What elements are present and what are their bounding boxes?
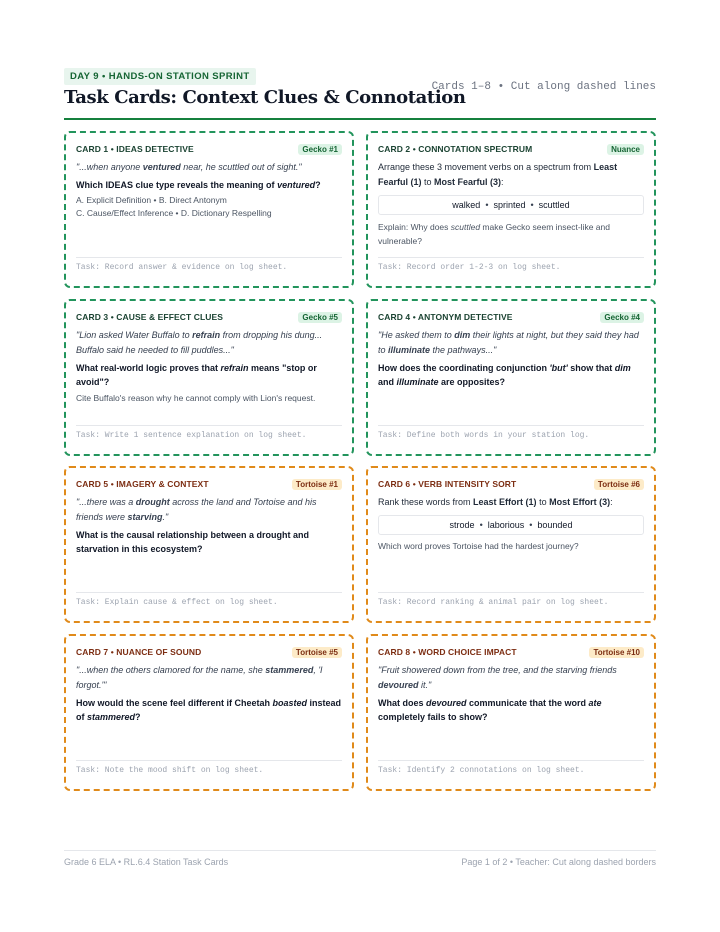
card-badge: Tortoise #1 — [292, 479, 342, 490]
task-card-1 — [64, 131, 354, 288]
word-bank: strode • laborious • bounded — [378, 515, 644, 535]
card-task: Task: Explain cause & effect on log sheet. — [76, 592, 342, 607]
card-question: How would the scene feel different if Cheetah boasted instead of stammered? — [76, 698, 342, 722]
card-label: CARD 8 • WORD CHOICE IMPACT — [378, 647, 517, 657]
card-label: CARD 6 • VERB INTENSITY SORT — [378, 479, 517, 489]
card-question: What real-world logic proves that refrain means "stop or avoid"? — [76, 363, 317, 387]
word-item: bounded — [537, 520, 573, 530]
card-question: Which IDEAS clue type reveals the meaning of ventured? — [76, 180, 321, 190]
card-question: How does the coordinating conjunction 'but' show that dim and illuminate are opposites? — [378, 363, 631, 387]
card-label: CARD 1 • IDEAS DETECTIVE — [76, 144, 194, 154]
card-badge: Nuance — [607, 144, 644, 155]
card-task: Task: Record ranking & animal pair on log sheet. — [378, 592, 644, 607]
card-badge: Gecko #4 — [600, 312, 644, 323]
header-divider — [64, 118, 656, 120]
footer-divider — [64, 850, 656, 851]
task-card-7 — [64, 634, 354, 791]
card-badge: Gecko #1 — [298, 144, 342, 155]
card-badge: Tortoise #6 — [594, 479, 644, 490]
option-line-1: A. Explicit Definition • B. Direct Antonym — [76, 195, 227, 205]
card-question: What does devoured communicate that the word ate completely fails to show? — [378, 698, 602, 722]
word-item: strode — [449, 520, 475, 530]
card-quote: "Lion asked Water Buffalo to refrain from dropping his dung... Buffalo said he needed to fill puddles..." — [76, 330, 323, 355]
card-quote: "Fruit showered down from the tree, and the starving friends devoured it." — [378, 665, 617, 690]
card-note: Cite Buffalo's reason why he cannot comply with Lion's request. — [76, 393, 316, 403]
card-task: Task: Record order 1-2-3 on log sheet. — [378, 257, 644, 272]
card-note: Which word proves Tortoise had the hardest journey? — [378, 541, 579, 551]
card-badge: Tortoise #10 — [589, 647, 644, 658]
task-card-4 — [366, 299, 656, 456]
cut-note: Cards 1–8 • Cut along dashed lines — [431, 81, 656, 93]
word-item: scuttled — [538, 200, 570, 210]
task-card-2 — [366, 131, 656, 288]
word-item: walked — [452, 200, 481, 210]
footer-course: Grade 6 ELA • RL.6.4 Station Task Cards — [64, 857, 229, 867]
card-explain: Explain: Why does scuttled make Gecko seem insect-like and vulnerable? — [378, 222, 610, 246]
option-line-2: C. Cause/Effect Inference • D. Dictionary Respelling — [76, 208, 272, 218]
task-card-8 — [366, 634, 656, 791]
page-title: Task Cards: Context Clues & Connotation — [64, 87, 466, 108]
card-task: Task: Write 1 sentence explanation on log sheet. — [76, 425, 342, 440]
card-instructions: Arrange these 3 movement verbs on a spectrum from Least Fearful (1) to Most Fearful (3): — [378, 162, 618, 187]
task-card-6 — [366, 466, 656, 623]
card-badge: Gecko #5 — [298, 312, 342, 323]
answer-options — [76, 194, 342, 220]
word-item: sprinted — [493, 200, 526, 210]
card-label: CARD 5 • IMAGERY & CONTEXT — [76, 479, 209, 489]
task-card-5 — [64, 466, 354, 623]
word-item: laborious — [487, 520, 525, 530]
card-instructions: Rank these words from Least Effort (1) to Most Effort (3): — [378, 497, 613, 507]
card-quote: "...when anyone ventured near, he scuttled out of sight." — [76, 162, 302, 172]
card-task: Task: Identify 2 connotations on log sheet. — [378, 760, 644, 775]
card-quote: "He asked them to dim their lights at night, but they said they had to illuminate the pathways..." — [378, 330, 639, 355]
card-label: CARD 3 • CAUSE & EFFECT CLUES — [76, 312, 224, 322]
card-quote: "...when the others clamored for the name, she stammered, 'I forgot.'" — [76, 665, 323, 690]
card-label: CARD 2 • CONNOTATION SPECTRUM — [378, 144, 533, 154]
card-quote: "...there was a drought across the land and Tortoise and his friends were starving." — [76, 497, 317, 522]
card-label: CARD 4 • ANTONYM DETECTIVE — [378, 312, 513, 322]
footer-page: Page 1 of 2 • Teacher: Cut along dashed borders — [461, 857, 656, 867]
card-question: What is the causal relationship between a drought and starvation in this ecosystem? — [76, 530, 310, 554]
card-task: Task: Record answer & evidence on log sheet. — [76, 257, 342, 272]
task-card-3 — [64, 299, 354, 456]
card-badge: Tortoise #5 — [292, 647, 342, 658]
card-label: CARD 7 • NUANCE OF SOUND — [76, 647, 202, 657]
card-task: Task: Define both words in your station log. — [378, 425, 644, 440]
word-bank: walked • sprinted • scuttled — [378, 195, 644, 215]
day-tag: DAY 9 • HANDS-ON STATION SPRINT — [64, 68, 256, 85]
card-task: Task: Note the mood shift on log sheet. — [76, 760, 342, 775]
